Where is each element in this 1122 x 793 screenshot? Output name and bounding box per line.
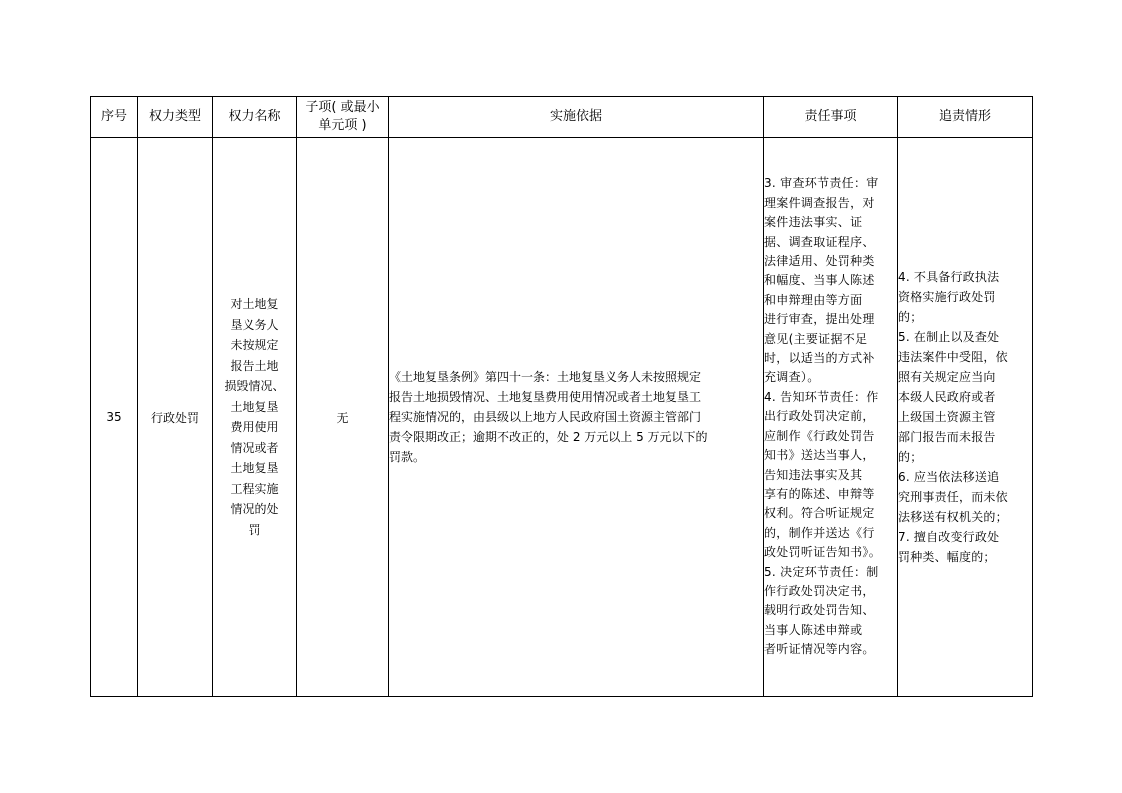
responsibility-line: 和申辩理由等方面 [764, 292, 863, 307]
responsibility-line: 的，制作并送达《行 [764, 525, 875, 540]
accountability-line: 的； [898, 310, 923, 324]
responsibility-line: 享有的陈述、申辩等 [764, 486, 875, 501]
cell-subitem: 无 [297, 138, 389, 697]
accountability-line: 违法案件中受阻，依 [898, 350, 1008, 364]
power-name-line: 罚 [248, 522, 261, 537]
cell-basis [389, 138, 764, 697]
basis-line: 程实施情况的，由县级以上地方人民政府国土资源主管部门 [389, 410, 702, 424]
power-list-table [90, 96, 1033, 697]
responsibility-line: 载明行政处罚告知、 [764, 603, 875, 618]
responsibility-line: 时，以适当的方式补 [764, 351, 875, 366]
basis-line: 《土地复垦条例》第四十一条：土地复垦义务人未按照规定 [389, 370, 702, 384]
responsibility-line: 意见(主要证据不足 [764, 331, 868, 346]
power-name-line: 土地复垦 [230, 461, 279, 475]
accountability-line: 5. 在制止以及查处 [898, 330, 1000, 344]
accountability-line: 6. 应当依法移送追 [898, 470, 1000, 484]
power-name-line: 情况的处 [230, 502, 279, 516]
responsibility-line: 5. 决定环节责任：制 [764, 564, 879, 579]
accountability-line: 照有关规定应当向 [898, 370, 996, 384]
header-basis: 实施依据 [389, 97, 764, 138]
responsibility-line: 政处罚听证告知书》。 [764, 545, 882, 560]
responsibility-line: 案件违法事实、证 [764, 215, 863, 230]
header-subitem [297, 97, 389, 138]
responsibility-line: 作行政处罚决定书， [764, 583, 875, 598]
cell-responsibility [764, 138, 898, 697]
accountability-line: 的； [898, 450, 923, 464]
responsibility-line: 充调查）。 [764, 370, 820, 385]
responsibility-line: 3. 审查环节责任：审 [764, 176, 879, 191]
cell-accountability [898, 138, 1033, 697]
responsibility-line: 和幅度、当事人陈述 [764, 273, 875, 288]
basis-line: 责令限期改正；逾期不改正的，处 2 万元以上 5 万元以下的 [389, 430, 708, 444]
power-name-line: 未按规定 [230, 338, 279, 352]
accountability-line: 部门报告而未报告 [898, 430, 996, 444]
responsibility-line: 告知违法事实及其 [764, 467, 863, 482]
header-responsibility: 责任事项 [764, 97, 898, 138]
responsibility-line: 理案件调查报告，对 [764, 195, 875, 210]
responsibility-line: 当事人陈述申辩或 [764, 622, 863, 637]
power-name-line: 垦义务人 [230, 317, 279, 332]
responsibility-line: 据、调查取证程序、 [764, 234, 875, 249]
responsibility-line: 应制作《行政处罚告 [764, 428, 875, 443]
accountability-line: 本级人民政府或者 [898, 390, 996, 404]
basis-line: 报告土地损毁情况、土地复垦费用使用情况或者土地复垦工 [389, 390, 702, 404]
accountability-line: 究刑事责任，而未依 [898, 490, 1008, 504]
accountability-line: 罚种类、幅度的； [898, 550, 996, 564]
header-power-name: 权力名称 [213, 97, 297, 138]
cell-serial: 35 [91, 138, 138, 697]
accountability-line: 4. 不具备行政执法 [898, 270, 1000, 284]
header-serial: 序号 [91, 97, 138, 138]
responsibility-line: 出行政处罚决定前， [764, 409, 875, 424]
header-power-type: 权力类型 [138, 97, 213, 138]
power-name-line: 工程实施 [230, 481, 279, 496]
power-name-line: 费用使用 [230, 420, 279, 434]
cell-power-name [213, 138, 297, 697]
header-subitem-line: 单元项 ) [318, 118, 367, 133]
responsibility-line: 4. 告知环节责任：作 [764, 389, 879, 404]
responsibility-line: 知书》送达当事人， [764, 448, 875, 463]
accountability-line: 法移送有权机关的； [898, 510, 1008, 524]
accountability-line: 上级国土资源主管 [898, 410, 996, 424]
header-row [91, 97, 1033, 138]
power-name-line: 对土地复 [230, 297, 279, 311]
power-name-line: 损毁情况、 [224, 379, 285, 393]
table-row [91, 138, 1033, 697]
accountability-line: 7. 擅自改变行政处 [898, 530, 1000, 544]
header-accountability: 追责情形 [898, 97, 1033, 138]
header-subitem-line: 子项( 或最小 [305, 100, 380, 115]
power-name-line: 报告土地 [230, 358, 279, 373]
responsibility-line: 者听证情况等内容。 [764, 642, 875, 657]
accountability-line: 资格实施行政处罚 [898, 290, 996, 304]
responsibility-line: 权利。符合听证规定 [764, 506, 875, 521]
basis-line: 罚款。 [389, 450, 426, 464]
responsibility-line: 进行审查，提出处理 [764, 312, 875, 327]
responsibility-line: 法律适用、处罚种类 [764, 254, 875, 269]
power-name-line: 情况或者 [230, 440, 279, 455]
cell-power-type: 行政处罚 [138, 138, 213, 697]
power-name-line: 土地复垦 [230, 399, 279, 414]
